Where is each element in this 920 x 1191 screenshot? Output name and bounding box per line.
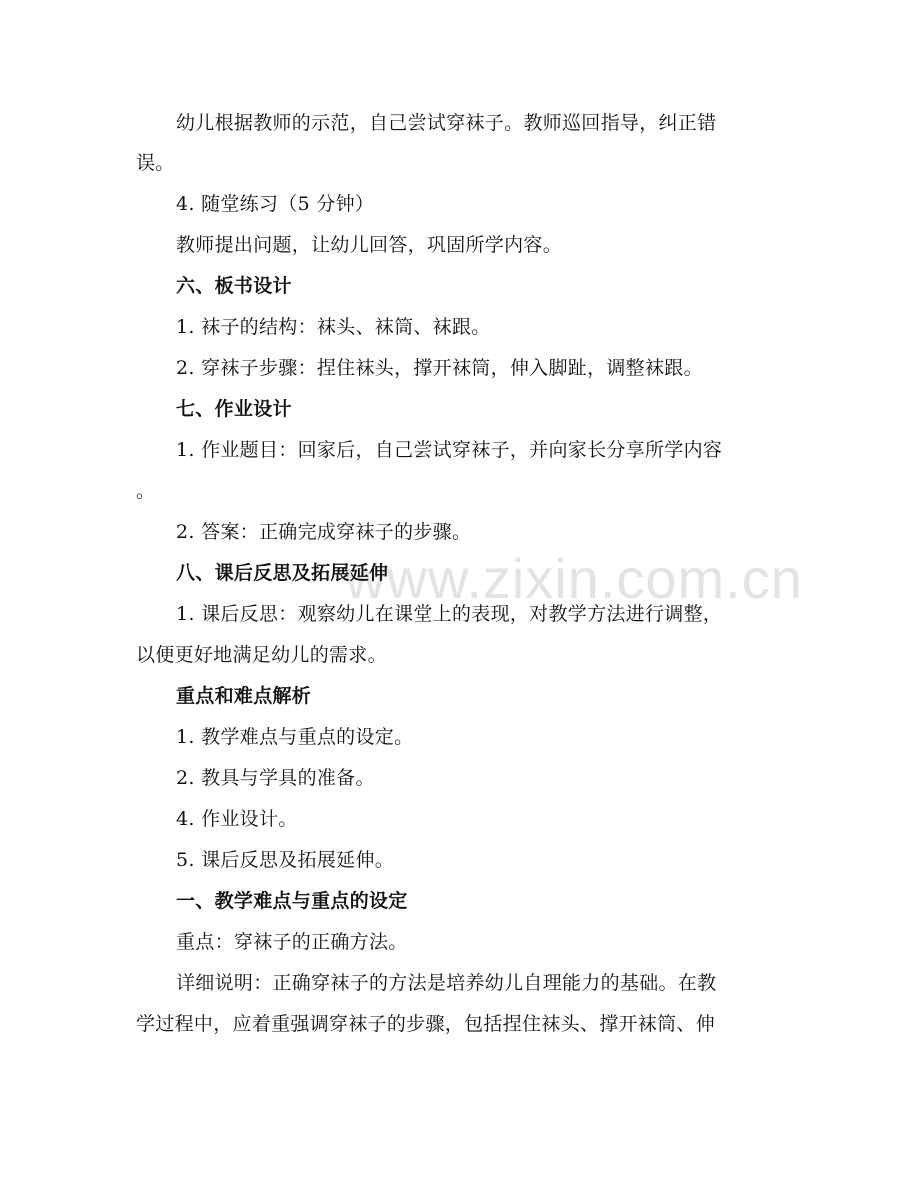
paragraph: 教师提出问题，让幼儿回答，巩固所学内容。 — [176, 234, 563, 256]
list-item-continuation: 。 — [136, 480, 156, 502]
paragraph-line: 误。 — [136, 152, 175, 174]
section-heading: 七、作业设计 — [176, 398, 292, 420]
list-item: 1. 课后反思：观察幼儿在课堂上的表现，对教学方法进行调整， — [176, 603, 723, 625]
list-item: 1. 袜子的结构：袜头、袜筒、袜跟。 — [176, 316, 491, 338]
list-item: 4. 随堂练习（5 分钟） — [176, 193, 375, 215]
paragraph-line: 详细说明：正确穿袜子的方法是培养幼儿自理能力的基础。在教 — [176, 972, 717, 994]
section-heading: 一、教学难点与重点的设定 — [176, 890, 408, 912]
paragraph-line: 幼儿根据教师的示范，自己尝试穿袜子。教师巡回指导，纠正错 — [176, 112, 717, 134]
section-heading: 六、板书设计 — [176, 275, 292, 297]
list-item: 2. 答案：正确完成穿袜子的步骤。 — [176, 521, 472, 543]
list-item: 2. 教具与学具的准备。 — [176, 767, 375, 789]
list-item: 2. 穿袜子步骤：捏住袜头，撑开袜筒，伸入脚趾，调整袜跟。 — [176, 357, 703, 379]
section-heading: 重点和难点解析 — [176, 685, 312, 707]
paragraph: 重点：穿袜子的正确方法。 — [176, 931, 408, 953]
list-item: 5. 课后反思及拓展延伸。 — [176, 849, 395, 871]
section-heading: 八、课后反思及拓展延伸 — [176, 562, 389, 584]
paragraph-line: 学过程中，应着重强调穿袜子的步骤，包括捏住袜头、撑开袜筒、伸 — [136, 1013, 716, 1035]
list-item-continuation: 以便更好地满足幼儿的需求。 — [136, 644, 387, 666]
list-item: 4. 作业设计。 — [176, 808, 298, 830]
watermark: www.zixin.com.cn — [345, 547, 803, 610]
list-item: 1. 作业题目：回家后，自己尝试穿袜子，并向家长分享所学内容 — [176, 439, 723, 461]
list-item: 1. 教学难点与重点的设定。 — [176, 726, 414, 748]
